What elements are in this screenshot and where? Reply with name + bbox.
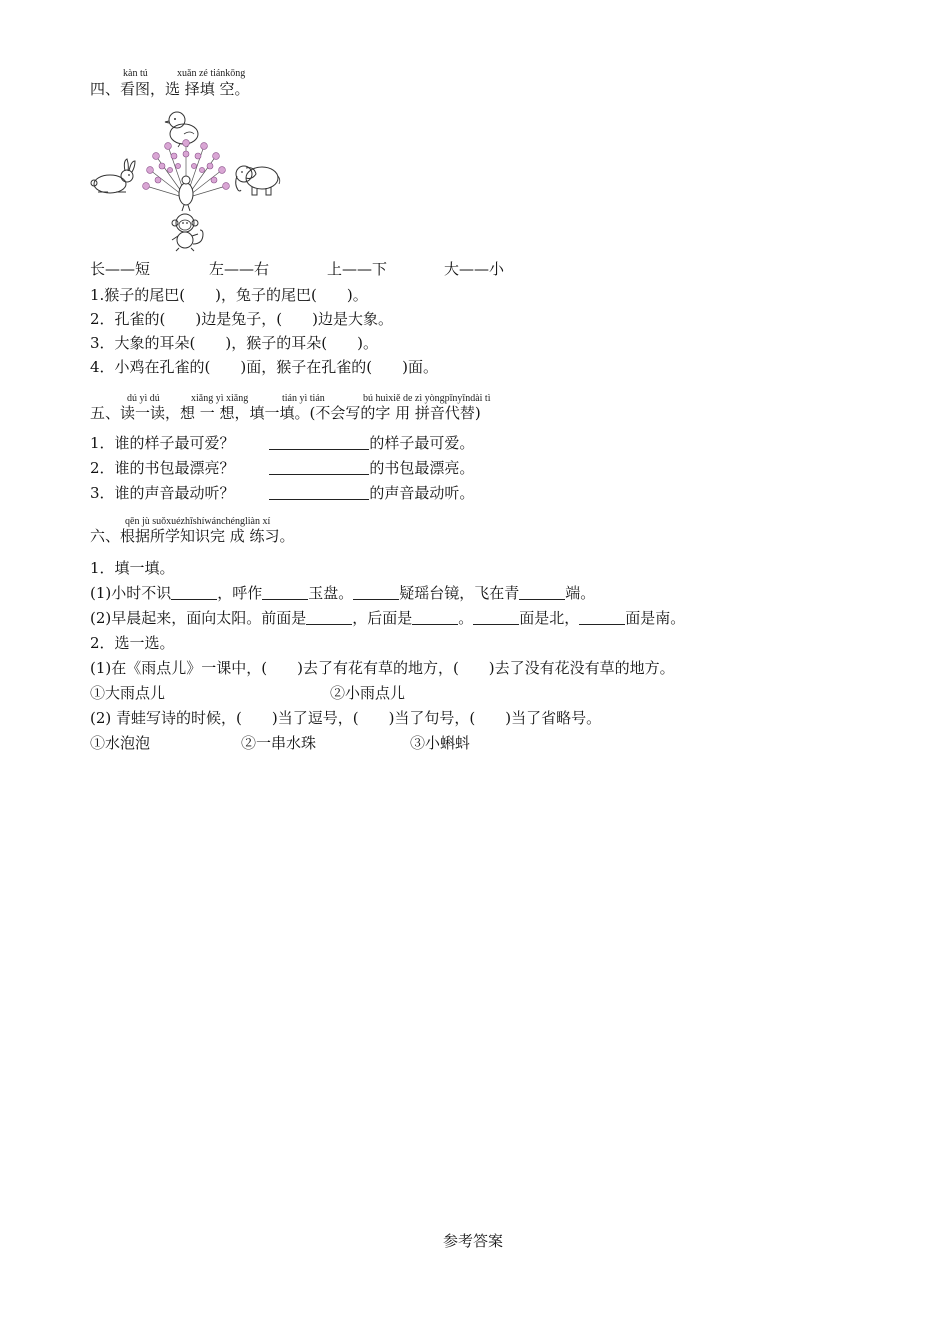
- pinyin-kan-tu: kàn tú: [123, 68, 148, 79]
- pair-big-small: 大——小: [444, 260, 505, 278]
- section4-question-3: 3．大象的耳朵( )，猴子的耳朵( )。: [90, 334, 378, 352]
- choice-option-big-raindrop: ①大雨点儿: [90, 684, 166, 702]
- section4-title: 四、看图，选 择填 空。: [90, 80, 250, 98]
- answer-suffix: 的书包最漂亮。: [369, 459, 475, 477]
- section4-question-1: 1.猴子的尾巴( )，兔子的尾巴( )。: [90, 286, 368, 304]
- section5-question-2: [90, 458, 474, 478]
- fill-text: 端。: [565, 584, 596, 602]
- section6-fill-line-1: [90, 583, 595, 603]
- fill-text: ，呼作: [217, 584, 263, 602]
- section6-part2-label: 2．选一选。: [90, 634, 175, 652]
- rabbit-icon: [90, 158, 138, 196]
- choice-option-bubbles: ①水泡泡: [90, 734, 151, 752]
- answer-blank[interactable]: [579, 610, 625, 625]
- question-label: 1．谁的样子最可爱？: [90, 434, 235, 452]
- answer-suffix: 的声音最动听。: [369, 484, 475, 502]
- section4-question-4: 4．小鸡在孔雀的( )面，猴子在孔雀的( )面。: [90, 358, 438, 376]
- pinyin-xuan-ze: xuǎn zé tiánkōng: [177, 68, 246, 79]
- section5-question-1: [90, 433, 474, 453]
- fill-text: ，后面是: [352, 609, 413, 627]
- answer-key-heading: 参考答案: [443, 1232, 504, 1250]
- fill-text: (1)小时不识: [90, 584, 172, 602]
- pair-up-down: 上——下: [327, 260, 388, 278]
- answer-blank[interactable]: [473, 610, 519, 625]
- answer-blank[interactable]: [269, 435, 369, 450]
- choice-option-small-raindrop: ②小雨点儿: [330, 684, 406, 702]
- answer-blank[interactable]: [412, 610, 458, 625]
- answer-blank[interactable]: [262, 585, 308, 600]
- pair-long-short: 长——短: [90, 260, 151, 278]
- question-label: 3．谁的声音最动听？: [90, 484, 235, 502]
- fill-text: 面是北，: [519, 609, 580, 627]
- monkey-icon: [165, 212, 209, 252]
- pair-left-right: 左——右: [209, 260, 270, 278]
- fill-text: 。: [458, 609, 474, 627]
- choice-option-tadpoles: ③小蝌蚪: [410, 734, 471, 752]
- pinyin-bu-hui-xie: bú huìxiě de zì yòngpīnyīndài tì: [363, 393, 491, 404]
- answer-blank[interactable]: [306, 610, 352, 625]
- section6-choice-question-2: (2) 青蛙写诗的时候，( )当了逗号，( )当了句号，( )当了省略号。: [90, 709, 602, 727]
- section6-choice-question-1: (1)在《雨点儿》一课中，( )去了有花有草的地方，( )去了没有花没有草的地方。: [90, 659, 675, 677]
- fill-text: 疑瑶台镜，飞在青: [399, 584, 520, 602]
- fill-text: (2)早晨起来，面向太阳。前面是: [90, 609, 307, 627]
- answer-blank[interactable]: [171, 585, 217, 600]
- choice-option-water-drops: ②一串水珠: [241, 734, 317, 752]
- section6-title: 六、根据所学知识完 成 练习。: [90, 527, 295, 545]
- section5-question-3: [90, 483, 474, 503]
- answer-blank[interactable]: [353, 585, 399, 600]
- fill-text: 面是南。: [625, 609, 686, 627]
- question-label: 2．谁的书包最漂亮？: [90, 459, 235, 477]
- pinyin-tian-yi-tian: tián yì tián: [282, 393, 325, 404]
- pinyin-du-yi-du: dú yì dú: [127, 393, 160, 404]
- section4-question-2: 2．孔雀的( )边是兔子，( )边是大象。: [90, 310, 393, 328]
- answer-blank[interactable]: [269, 460, 369, 475]
- section6-fill-line-2: [90, 608, 685, 628]
- pinyin-xiang-yi-xiang: xiǎng yì xiǎng: [191, 393, 249, 404]
- fill-text: 玉盘。: [308, 584, 354, 602]
- answer-blank[interactable]: [269, 485, 369, 500]
- peacock-icon: [140, 140, 232, 212]
- pinyin-section6: qēn jù suǒxuézhīshíwánchéngliàn xí: [125, 516, 271, 527]
- section5-title: 五、读一读，想 一 想，填一填。(不会写的字 用 拼音代替): [90, 404, 481, 422]
- section6-part1-label: 1．填一填。: [90, 559, 175, 577]
- answer-suffix: 的样子最可爱。: [369, 434, 475, 452]
- answer-blank[interactable]: [519, 585, 565, 600]
- elephant-icon: [232, 160, 282, 198]
